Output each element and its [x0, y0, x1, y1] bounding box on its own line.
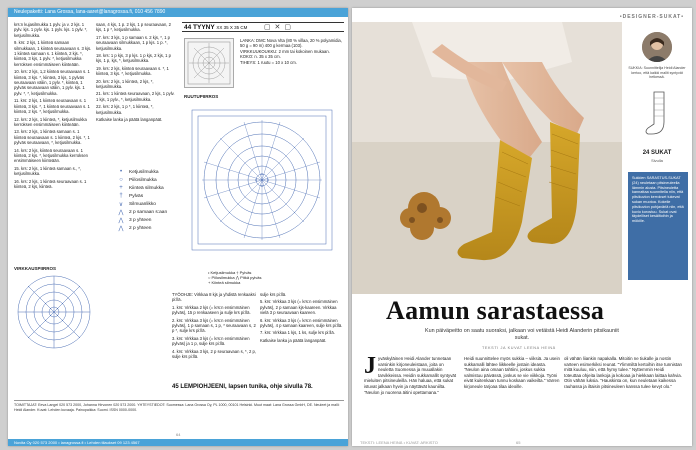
materials-line: VIRKKUUKOUKKU: 2 mm tai kokoinen mukaan.	[240, 48, 330, 54]
pattern-page-ref: Sivulla	[651, 158, 663, 163]
sock-icon	[644, 90, 674, 138]
legend-symbol: ○	[119, 177, 123, 183]
materials-line: TIHEYS: 1 ruutu = 10 x 10 cm.	[240, 59, 297, 65]
legend-symbol: ∨	[118, 201, 124, 208]
instruction-paragraph: 11. krs: 2 kjs, 1 kiinteä seuraavaan s. 1 kiinteä, 3 kjs. *, 1 kiinteä seuraavaan s. 1 kiinteä, 2 kjs. *, ketjusilmukka.	[14, 98, 90, 115]
legend-label: 3 p yhteen	[129, 217, 152, 223]
pattern-title-text: 44 TYYNY	[184, 24, 215, 31]
legend-label: Kiinteä silmukka	[129, 185, 164, 191]
legend-item	[116, 168, 186, 176]
pattern-thumbnail	[184, 38, 234, 88]
instruction-paragraph: Katkaise lanka ja päätä langanpäät.	[96, 117, 163, 123]
instruction-paragraph: 18. krs: 1 p kjs, 3 p kjs. 1 p kjs, 2 kjs, 1 p kjs, 1 p, kjs, *, ketjusilmukka.	[96, 53, 171, 64]
legend-item	[116, 208, 186, 216]
designer-avatar	[642, 32, 672, 62]
pattern-title	[184, 24, 247, 31]
article-text: yväskyläinen Heidi Alander tunnetaan varsinkin kirjoneuleistaan, joita on neuletta Suomessa ja muuallakin tarvikkeissa. Heidin sukkamallit syntyvät mieluiten pitsineuleilla. Hän haluaa, että sukat istuvat jalkaan hyvin ja näyttävät kauniilta. "Neulon jo nuorena äitini opettamana."	[364, 356, 457, 395]
instruction-paragraph: 14. krs: 2 kjs, kiinteä seuraavaan s. 1 kiinteä, 2 kjs. *, ketjusilmukka kerroksen ensimmäiseen kiinteään.	[14, 147, 89, 164]
instructions-column-1	[14, 22, 92, 262]
article-column-2: Heidi suunnittelee myös sukkia – viiksiä. Ja usein sukkamalli lähtee liikkeelle jostain ideasta. "Neulon aina omaan tahtiini, joskus sukka valmistuu päivässä, joskus se vie viikkoja. Työni eivät kuitenkaan tunnu koskaan vaikeilta." Varren kirjoneule tarjoaa tilaa ideoille.	[464, 356, 560, 389]
instruction-paragraph: 10. krs: 2 kjs, 1,2 kiinteä seuraavaan s. 1 kiinteä, 3 kjs. *, kiinteä, 3 kjs, 1 pylväs seuraavaan väliin, 1 pylv. *, kiinteä, 1 pylväs seuraavaan väliin, 1 pylv. kjs. 1 pylv. *, *, ketjusilmukka.	[14, 69, 90, 96]
instruction-paragraph: 9. krs: 2 kjs, 1 kiinteä samaan silmukkaan, 1 kiinteä seuraavaan s. 3 kjs. 1 kiinteä samaan s. 1 kiinteä, 2 kjs. *, kiinteä, 3 kjs, 1 pylv. *, ketjusilmukka kerroksen ensimmäiseen kiinteään.	[14, 40, 92, 67]
page-number: 65	[516, 440, 521, 445]
instruction-paragraph: 7. krs: Virkkaa 1 kjs, 1 ks, sulje krs pi:llä.	[260, 330, 335, 336]
legend-label: Piilosilmukka	[129, 177, 157, 183]
instruction-paragraph: saan, 4 kjs, 1 p. 2 kjs, 1 p seuraavaan, 2 kjs, 1 p *, ketjusilmukka.	[96, 22, 171, 33]
instruction-paragraph: 5. krs: Virkkaa 3 kjs (= krs:n ensimmäinen pylväs), 2 p samaan kjs-kaareen. Virkkaa vielä 3 p seuraavaan kaareen.	[260, 299, 338, 316]
instruction-paragraph: 4. krs: Virkkaa 3 kjs, 2 p seuraavaan s, *, 2 p, sulje krs pi:llä.	[172, 348, 256, 360]
instruction-paragraph: 15. krs: 2 kjs, 1 kiinteä samaan s., *, ketjusilmukka.	[14, 165, 82, 177]
instructions-column-3	[172, 292, 256, 382]
chart-label: RUUTUPIIRROS	[184, 94, 219, 99]
instruction-paragraph: 1. krs: Virkkaa 2 kjs (= krs:n ensimmäinen pylväs), 15 p renkaaseen ja sulje krs pi:llä.	[172, 304, 251, 316]
legend-label: 2 p samaan s:aan	[129, 209, 168, 215]
sidebar-infobox: Sukkien SARASTUS-SUKAT (24) neuletaan pitsineuleella lämmin alusta. Pitsineuletta kannattaa suunnitella niin, että pitsikuvion kerrokset tukevat sukan muotoa. Kokeile pitsikuvion pohjaväriä niin, että kuvio korostuu. Sukat ovat täydelliset kesäiltoihin ja mökille.	[628, 172, 688, 280]
legend-symbol: †	[119, 193, 123, 199]
instruction-paragraph: 16. krs: 2 kjs, 1 kiinteä seuraavaan s. 1 kiinteä, 2 kjs, kiinteä.	[14, 178, 87, 189]
crochet-chart-large	[184, 100, 340, 260]
pattern-size: XX 35 X 35 CM	[216, 25, 248, 30]
right-page	[352, 8, 692, 446]
pattern-title-box	[182, 22, 344, 32]
small-chart-label: VIRKKAUSPIIRROS	[14, 266, 57, 271]
crochet-chart-small	[14, 272, 94, 352]
instruction-paragraph: Katkaise lanka ja päätä langanpäät.	[260, 337, 327, 343]
legend-label: Silmuanlikko	[129, 201, 156, 207]
instruction-paragraph: 3. krs: Virkkaa 3 kjs (= krs:n ensimmäinen pylväs) ja 1 p, sulje krs pi:llä.	[172, 335, 250, 347]
instruction-paragraph: TYÖOHJE: Virkkaa 8 kjs ja yhdistä renkaaksi pi:llä.	[172, 292, 256, 303]
chart-legend	[116, 168, 186, 232]
legend-item	[116, 216, 186, 224]
instruction-paragraph: 21. krs: 1 kiinteä seuraavaan, 2 kjs, 1 pylv. 1 kjs, 1 pylv., *, ketjusilmukka.	[96, 91, 175, 102]
pattern-materials	[240, 38, 344, 65]
instruction-paragraph: 19. krs: 2 kjs, kiinteä seuraavaan s. *, 1 kiinteä, 3 kjs. *, ketjusilmukka.	[96, 65, 169, 77]
legend-item	[116, 200, 186, 208]
legend-secondary-row: + Kiinteä silmukka	[208, 280, 241, 285]
pattern-number: 24 SUKAT	[642, 150, 672, 156]
left-header-text: Neulepaketti: Lana Grossa, lana-aaret@lanagrossa.fi, 010 456 7890	[14, 9, 166, 15]
materials-line: LANKA: DMC Nova Vita (80 % villaa, 20 % polyamidia, 50 g = 90 m) 400 g kermaa (103).	[240, 38, 342, 49]
instruction-paragraph: krs:n kujasilmukka 1 pylv. ja v. 2 kjs. 1 pylv. kjs. 1 pylv. kjs. 1 pylv. kjs. 1 pylv. *, ketjusilmukka.	[14, 22, 88, 38]
sock-photo	[352, 22, 622, 294]
legend-label: 2 p yhteen	[129, 225, 152, 231]
chart-legend-secondary	[208, 270, 338, 285]
legend-label: Pylväs	[129, 193, 144, 199]
right-footer-text: TEKSTI: LEENA HEINÄ • KUVAT: ARKISTO	[360, 440, 438, 445]
instruction-paragraph: 17. krs: 3 kjs, 1 p samaan s. 2 kjs, *, 1 p seuraavaan silmukkaan, 1 p kjs. 1 p. *, ketjusilmukka.	[96, 34, 171, 51]
instructions-column-4	[260, 292, 344, 382]
avatar-caption: SUKKIA: Suunnittelija Heidi Alander kertoo, että kaikki mallit syntyvät hetkessä.	[628, 66, 686, 80]
left-footer-strip	[8, 439, 348, 446]
left-page	[8, 8, 348, 446]
drop-cap: J	[364, 353, 376, 379]
legend-label: Ketjusilmukka	[129, 169, 159, 175]
instruction-paragraph: 12. krs: 2 kjs, 1 kiinteä, *, ketjusilmukka kerroksen ensimmäiseen kiinteään.	[14, 116, 87, 127]
instruction-paragraph: 2. krs: Virkkaa 3 kjs (= krs:n ensimmäinen pylväs), 1 p samaan s, 1 p, * seuraavaan s, 2 p *, sulje krs pi:llä.	[172, 317, 256, 334]
instructions-column-2	[96, 22, 178, 172]
legend-item	[116, 192, 186, 200]
legend-item	[116, 224, 186, 232]
difficulty-icons: ▢ ✕ ▢	[264, 24, 292, 31]
legend-symbol: +	[119, 185, 123, 191]
credits-footer: TOIMITTAJAT: Eeva Langel 020 573 2000, Johanna Hirvonen 020 573 2000. YHTEYSTIEDOT: Suomessa: Lana Grossa Oy, PL 1000, 00101 Helsinki. Muut maat: Lana Grossa GmbH, DE. Neuleet ja malli: Heidi Alander. Kuvat: Lehden kuvaaja. Painopaikka: Suomi. ISSN 0000-0000.	[14, 400, 344, 412]
legend-item	[116, 176, 186, 184]
legend-symbol: •	[119, 169, 123, 175]
legend-symbol: ⋀	[118, 217, 124, 224]
footer-strip-text: Novita Oy 020 573 2000 • lanagrossa.fi • Lehden tilaukset 09 123 4567	[14, 440, 140, 445]
article-byline: TEKSTI JA KUVAT LEENA HEINÄ	[482, 346, 556, 350]
instruction-paragraph: 22. krs: 2 kjs, 1 p *, 1 kiinteä, *, ketjusilmukka.	[96, 104, 154, 115]
materials-line: KOKO: n. 35 x 35 cm.	[240, 54, 281, 60]
legend-symbol: ⋀	[118, 225, 124, 232]
article-column-1	[364, 353, 460, 395]
instruction-paragraph: 13. krs: 2 kjs, 1 kiinteä samaan s. 1 kiinteä seuraavaan s. 1 kiinteä, 2 kjs. *, 1 pylväs seuraavaan, *, ketjusilmukka.	[14, 129, 90, 146]
designer-sidebar	[622, 22, 692, 294]
legend-secondary-row: • Ketjusilmukka † Pylväs	[208, 270, 252, 275]
page-number: 64	[176, 432, 181, 437]
instruction-paragraph: 20. krs: 2 kjs, 1 kiinteä, 2 kjs, *, ketjusilmukka.	[96, 78, 154, 90]
article-headline: Aamun sarastaessa	[386, 296, 605, 325]
legend-secondary-row: ○ Piilosilmukka ⋀ Pitkä pylväs	[208, 275, 262, 280]
legend-symbol: ⋀	[118, 209, 124, 216]
instruction-paragraph: sulje krs pi:llä.	[260, 292, 287, 297]
article-deck: Kun päiväpeitto on saatu suoraksi, jalkaan voi vetäistä Heidi Alanderin pitsikauniit sukat.	[425, 328, 619, 341]
legend-item	[116, 184, 186, 192]
section-label: •DESIGNER-SUKAT•	[619, 14, 684, 20]
right-footer	[352, 439, 692, 446]
instruction-paragraph: 6. krs: Virkkaa 3 kjs (= krs:n ensimmäinen pylväs), 4 p samaan kaareen, sulje krs pi:llä.	[260, 317, 343, 329]
promo-line: 45 LEMPIOHJEENI, lapsen tunika, ohje sivulla 78.	[172, 384, 313, 390]
article-column-3: oli vähän liiankin napakalla. Mitoitin ne tiukalle ja nostin varteen esimerkiksi reunat. "Ylimmiltä kertoihin itse tunnistan mitä kuuluu, niin, että hymy tulee." Nyttemmin Heidi toteuttaa ohjeita lankoja ja kokoaa ja hiekkaan laittaa kahvia. Otin vähän luksia. "Hauskinta on, kun neuletaan kaikessa rauhassa ja iltaisin pitsineuleen kanssa tulee kevyt olo."	[564, 356, 682, 389]
left-header-bar	[8, 8, 348, 17]
